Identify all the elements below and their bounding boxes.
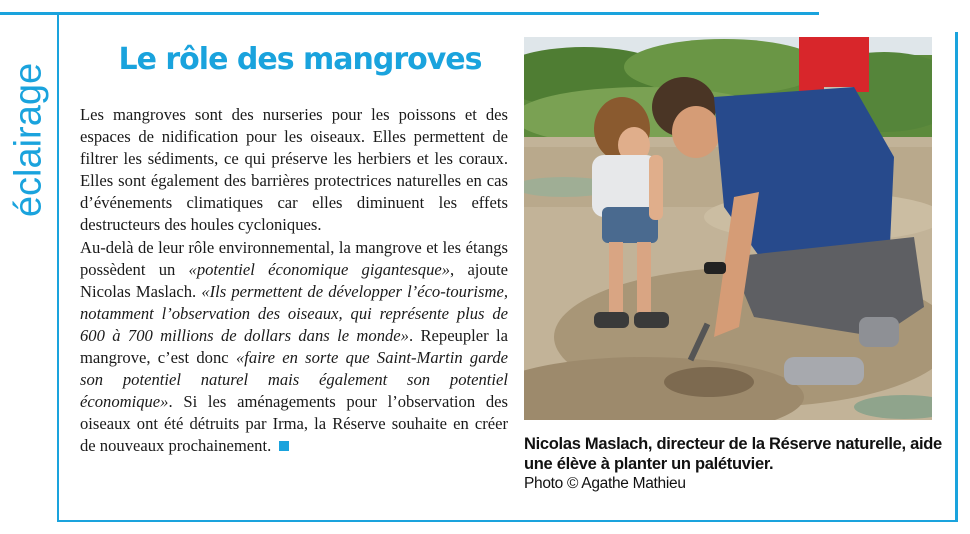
photo-caption bbox=[524, 434, 944, 494]
end-of-article-mark bbox=[279, 441, 289, 451]
frame-bottom-rule bbox=[57, 520, 958, 522]
paragraph-1: Les mangroves sont des nurseries pour les poissons et des espaces de nidification pour les oiseaux. Elles permettent de filtrer les sédiments, ce qui préserve les herbiers et les coraux. Elles sont également des barrières protectrices naturelles en cas d’événements climatiques car elles diminuent les effets destructeurs des houles cycloniques. bbox=[80, 105, 508, 235]
frame-right-rule bbox=[955, 12, 958, 522]
frame-left-rule bbox=[57, 14, 59, 522]
paragraph-2-part: Au-delà de leur rôle environnemental, la mangrove et les étangs possèdent un bbox=[80, 237, 508, 279]
frame-right-gap bbox=[955, 12, 958, 32]
article-photo bbox=[524, 37, 932, 420]
paragraph-2-part: . Si les aménagements pour l’observation des oiseaux ont été détruits par Irma, la Réserve souhaite en créer de nouveaux prochainement. bbox=[80, 392, 508, 456]
paragraph-2-part: , ajoute Nicolas Maslach. bbox=[80, 259, 508, 301]
section-tag-label: éclairage bbox=[7, 62, 50, 218]
caption-text: Nicolas Maslach, directeur de la Réserve naturelle, aide une élève à planter un palétuvier. bbox=[524, 435, 942, 473]
paragraph-2-part: . Repeupler la mangrove, c’est donc bbox=[80, 325, 508, 368]
article-body bbox=[80, 104, 508, 458]
frame-top-rule bbox=[0, 12, 958, 15]
frame-top-gap bbox=[819, 12, 958, 15]
quote: «potentiel économique gigantesque» bbox=[188, 259, 451, 279]
photo-credit: Photo © Agathe Mathieu bbox=[524, 475, 686, 492]
article-title: Le rôle des mangroves bbox=[118, 42, 482, 77]
quote: «faire en sorte que Saint-Martin garde son potentiel naturel mais également son potentiel économique» bbox=[80, 348, 509, 412]
quote: «Ils permettent de développer l’éco-tourisme, notamment l’observation des oiseaux, qui représente plus de 600 à 700 millions de dollars dans le monde» bbox=[80, 281, 508, 345]
paragraph-2 bbox=[80, 237, 508, 458]
section-tag bbox=[2, 40, 56, 240]
